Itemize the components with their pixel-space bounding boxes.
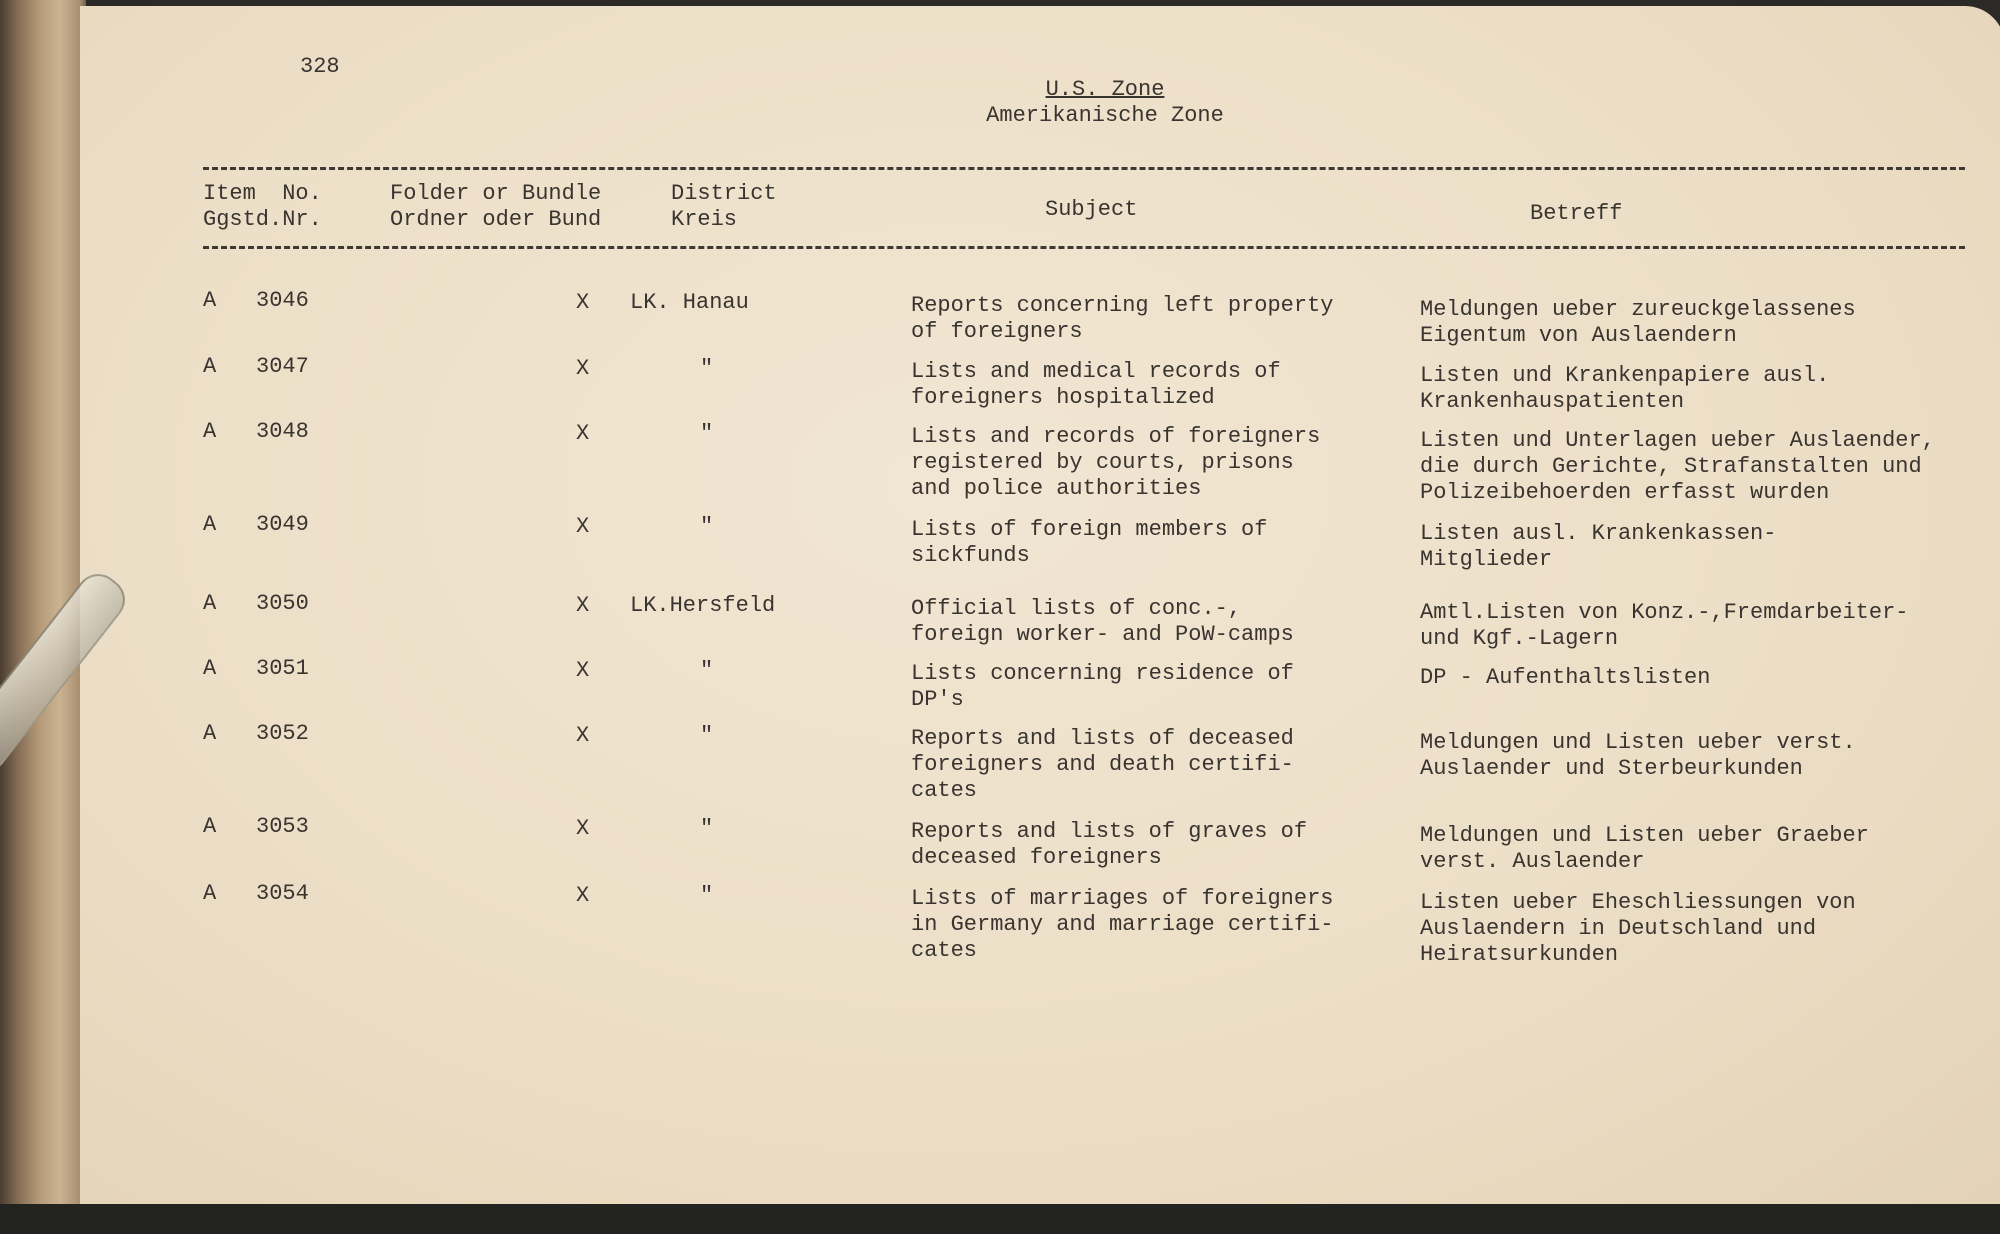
betreff-text: Meldungen und Listen ueber Graeber verst. Auslaender [1420,823,1869,874]
subject-text: Official lists of conc.-, foreign worker- and PoW-camps [911,596,1294,647]
subject-text: Reports and lists of graves of deceased foreigners [911,819,1308,870]
item-number: 3049 [256,512,309,537]
district: " [700,356,714,381]
item-number: 3051 [256,656,309,681]
district: LK.Hersfeld [630,593,776,618]
subject-text: Lists of foreign members of sickfunds [911,517,1268,568]
item-series-letter: A [203,419,217,444]
folder-mark: X [576,816,590,841]
col-header-item-de: Ggstd.Nr. [203,207,322,232]
col-header-district-de: Kreis [671,207,738,232]
betreff-text: Listen und Unterlagen ueber Auslaender, die durch Gerichte, Strafanstalten und Polizeibehoerden erfasst wurden [1420,428,1935,505]
header-divider-bottom [203,246,1965,249]
subject-text: Lists and medical records of foreigners hospitalized [911,359,1281,410]
betreff-text: Amtl.Listen von Konz.-,Fremdarbeiter- und Kgf.-Lagern [1420,600,1909,651]
betreff-text: Listen und Krankenpapiere ausl. Krankenhauspatienten [1420,363,1830,414]
district: " [700,514,714,539]
item-series-letter: A [203,721,217,746]
folder-mark: X [576,883,590,908]
zone-subtitle: Amerikanische Zone [986,103,1224,128]
item-series-letter: A [203,591,217,616]
district: LK. Hanau [630,290,749,315]
item-number: 3046 [256,288,309,313]
item-number: 3048 [256,419,309,444]
item-series-letter: A [203,354,217,379]
folder-mark: X [576,593,590,618]
folder-mark: X [576,290,590,315]
page-number: 328 [300,54,340,79]
district: " [700,421,714,446]
betreff-text: Meldungen und Listen ueber verst. Auslaender und Sterbeurkunden [1420,730,1856,781]
col-header-subject: Subject [1045,197,1138,222]
betreff-text: Listen ausl. Krankenkassen- Mitglieder [1420,521,1777,572]
subject-text: Lists of marriages of foreigners in Germany and marriage certifi- cates [911,886,1334,963]
betreff-text: Listen ueber Eheschliessungen von Auslaendern in Deutschland und Heiratsurkunden [1420,890,1856,967]
betreff-text: DP - Aufenthaltslisten [1420,665,1711,690]
item-number: 3053 [256,814,309,839]
folder-mark: X [576,514,590,539]
subject-text: Reports and lists of deceased foreigners and death certifi- cates [911,726,1294,803]
header-divider-top [203,167,1965,170]
folder-mark: X [576,723,590,748]
item-number: 3050 [256,591,309,616]
betreff-text: Meldungen ueber zureuckgelassenes Eigentum von Auslaendern [1420,297,1856,348]
item-series-letter: A [203,656,217,681]
item-number: 3054 [256,881,309,906]
item-series-letter: A [203,881,217,906]
subject-text: Reports concerning left property of foreigners [911,293,1334,344]
item-series-letter: A [203,288,217,313]
folder-mark: X [576,356,590,381]
book-bottom-edge [0,1204,2000,1234]
folder-mark: X [576,658,590,683]
item-series-letter: A [203,512,217,537]
col-header-district-en: District [671,181,777,206]
district: " [700,658,714,683]
subject-text: Lists and records of foreigners registered by courts, prisons and police authorities [911,424,1321,501]
district: " [700,723,714,748]
col-header-folder-de: Ordner oder Bund [390,207,602,232]
col-header-folder-en: Folder or Bundle [390,181,602,206]
district: " [700,883,714,908]
item-series-letter: A [203,814,217,839]
col-header-item-en: Item No. [203,181,322,206]
subject-text: Lists concerning residence of DP's [911,661,1294,712]
col-header-betreff: Betreff [1530,201,1623,226]
zone-title: U.S. Zone [1045,77,1165,102]
district: " [700,816,714,841]
folder-mark: X [576,421,590,446]
item-number: 3047 [256,354,309,379]
item-number: 3052 [256,721,309,746]
